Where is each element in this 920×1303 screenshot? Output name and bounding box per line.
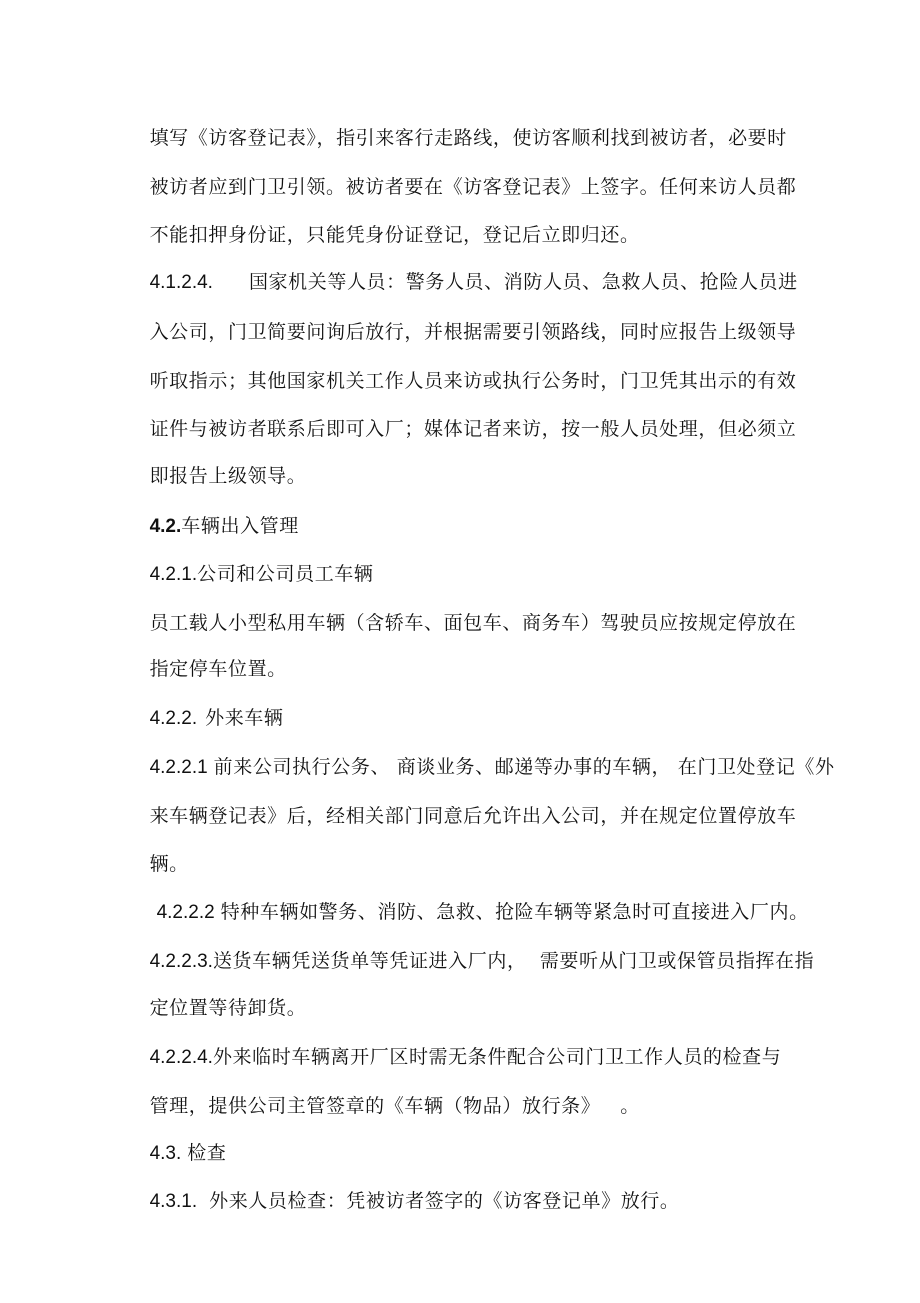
section-number: 4.2.1. xyxy=(149,564,198,585)
line-text: 不能扣押身份证，只能凭身份证登记，登记后立即归还。 xyxy=(149,224,640,246)
section-heading-line xyxy=(123,1165,680,1238)
line-text: 检查 xyxy=(187,1142,227,1164)
line-text: 外来车辆 xyxy=(205,707,284,729)
line-text: 来车辆登记表》后，经相关部门同意后允许出入公司，并在规定位置停放车 xyxy=(149,805,797,827)
line-text: 辆。 xyxy=(149,853,189,875)
paragraph-line xyxy=(123,780,796,852)
line-text: 证件与被访者联系后即可入厂；媒体记者来访，按一般人员处理，但必须立 xyxy=(149,418,797,440)
line-text: 外来人员检查：凭被访者签字的《访客登记单》放行。 xyxy=(209,1190,680,1212)
line-text: 公司和公司员工车辆 xyxy=(197,563,374,585)
line-text: 被访者应到门卫引领。被访者要在《访客登记表》上签字。任何来访人员都 xyxy=(149,176,797,198)
section-number: 4.2.2.1 xyxy=(149,757,208,778)
section-number: 4.3.1. xyxy=(149,1191,198,1212)
line-text: 特种车辆如警务、消防、急救、抢险车辆等紧急时可直接进入厂内。 xyxy=(220,901,809,923)
section-number: 4.2.2. xyxy=(149,708,198,729)
line-text: 员工载人小型私用车辆（含轿车、面包车、商务车）驾驶员应按规定停放在 xyxy=(149,612,797,634)
line-text: 填写《访客登记表》，指引来客行走路线，使访客顺利找到被访者，必要时 xyxy=(149,127,787,149)
line-text: 入公司，门卫简要问询后放行，并根据需要引领路线，同时应报告上级领导 xyxy=(149,321,797,343)
section-number: 4.3. xyxy=(149,1143,182,1164)
section-number: 4.2.2.2 xyxy=(156,902,215,923)
line-text: 前来公司执行公务、 商谈业务、邮递等办事的车辆， 在门卫处登记《外 xyxy=(213,756,835,778)
line-text: 指定停车位置。 xyxy=(149,658,287,680)
line-text: 外来临时车辆离开厂区时需无条件配合公司门卫工作人员的检查与 xyxy=(212,1046,782,1068)
line-text: 国家机关等人员：警务人员、消防人员、急救人员、抢险人员进 xyxy=(248,271,798,293)
line-text: 车辆出入管理 xyxy=(181,515,299,537)
section-number: 4.2.2.3. xyxy=(149,951,213,972)
line-text: 定位置等待卸货。 xyxy=(149,997,307,1019)
line-text: 送货车辆凭送货单等凭证进入厂内， 需要听从门卫或保管员指挥在指 xyxy=(212,950,815,972)
section-number: 4.2. xyxy=(149,516,182,537)
section-number: 4.2.2.4. xyxy=(149,1047,213,1068)
line-text: 听取指示；其他国家机关工作人员来访或执行公务时，门卫凭其出示的有效 xyxy=(149,370,797,392)
section-number: 4.1.2.4. xyxy=(149,272,213,293)
line-text: 管理，提供公司主管签章的《车辆（物品）放行条》 。 xyxy=(149,1095,640,1117)
line-text: 即报告上级领导。 xyxy=(149,465,307,487)
